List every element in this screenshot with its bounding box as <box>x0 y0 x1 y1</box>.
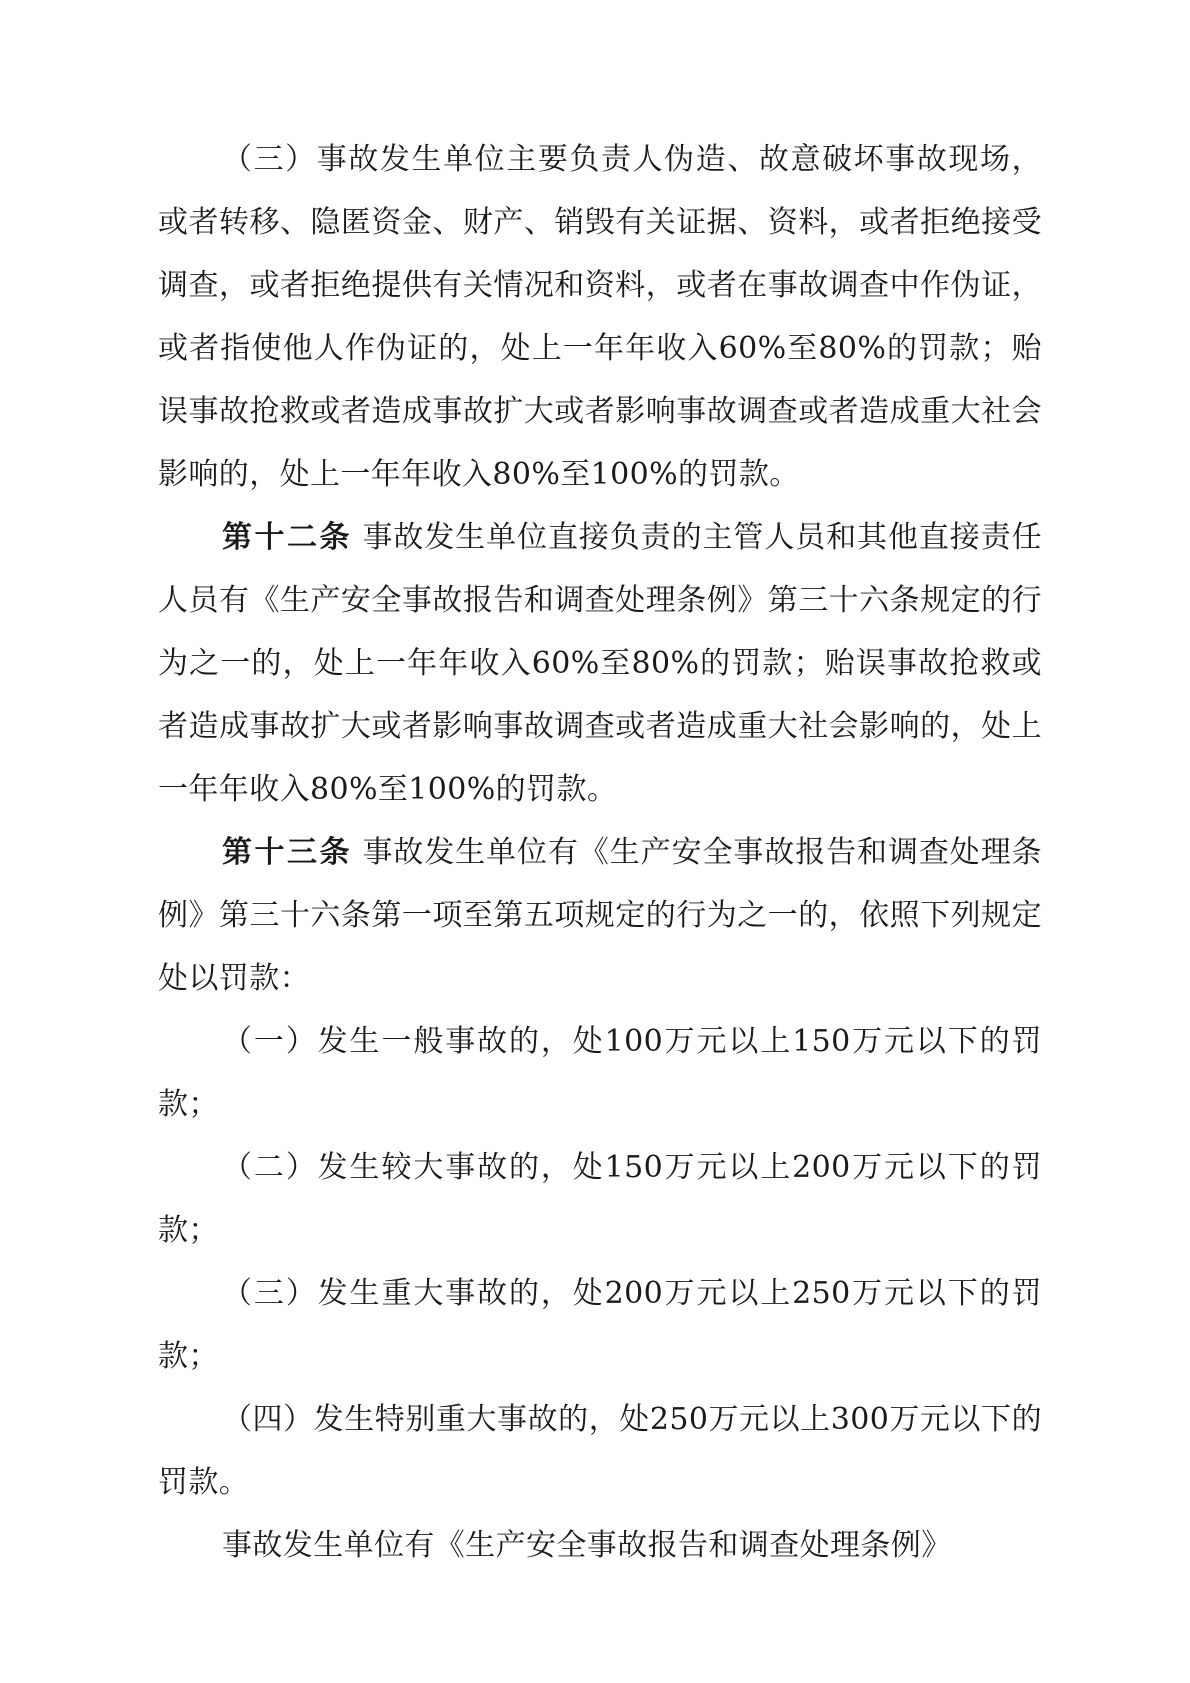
paragraph-article-13-trailing <box>158 1514 1042 1577</box>
document-body <box>158 128 1042 1577</box>
paragraph-clause-3-continued <box>158 128 1042 506</box>
paragraph-article-13 <box>158 821 1042 1010</box>
paragraph-article-13-item-4 <box>158 1388 1042 1514</box>
paragraph-article-13-item-1 <box>158 1010 1042 1136</box>
article-label: 第十三条 <box>222 835 353 870</box>
article-label: 第十二条 <box>222 520 353 555</box>
paragraph-text: 事故发生单位直接负责的主管人员和其他直接责任人员有《生产安全事故报告和调查处理条例》第三十六条规定的行为之一的，处上一年年收入60%至80%的罚款；贻误事故抢救或者造成事故扩大或者影响事故调查或者造成重大社会影响的，处上一年年收入80%至100%的罚款。 <box>158 520 1043 807</box>
paragraph-text: （四）发生特别重大事故的，处250万元以上300万元以下的罚款。 <box>158 1402 1042 1500</box>
paragraph-text: 事故发生单位有《生产安全事故报告和调查处理条例》 <box>222 1528 952 1563</box>
paragraph-article-12 <box>158 506 1042 821</box>
paragraph-text: （二）发生较大事故的，处150万元以上200万元以下的罚款； <box>158 1150 1042 1248</box>
paragraph-text: （一）发生一般事故的，处100万元以上150万元以下的罚款； <box>158 1024 1042 1122</box>
paragraph-text: 事故发生单位有《生产安全事故报告和调查处理条例》第三十六条第一项至第五项规定的行为之一的，依照下列规定处以罚款： <box>158 835 1043 996</box>
paragraph-text: （三）发生重大事故的，处200万元以上250万元以下的罚款； <box>158 1276 1042 1374</box>
paragraph-article-13-item-2 <box>158 1136 1042 1262</box>
paragraph-article-13-item-3 <box>158 1262 1042 1388</box>
paragraph-text: （三）事故发生单位主要负责人伪造、故意破坏事故现场，或者转移、隐匿资金、财产、销毁有关证据、资料，或者拒绝接受调查，或者拒绝提供有关情况和资料，或者在事故调查中作伪证，或者指使他人作伪证的，处上一年年收入60%至80%的罚款；贻误事故抢救或者造成事故扩大或者影响事故调查或者造成重大社会影响的，处上一年年收入80%至100%的罚款。 <box>158 142 1042 492</box>
